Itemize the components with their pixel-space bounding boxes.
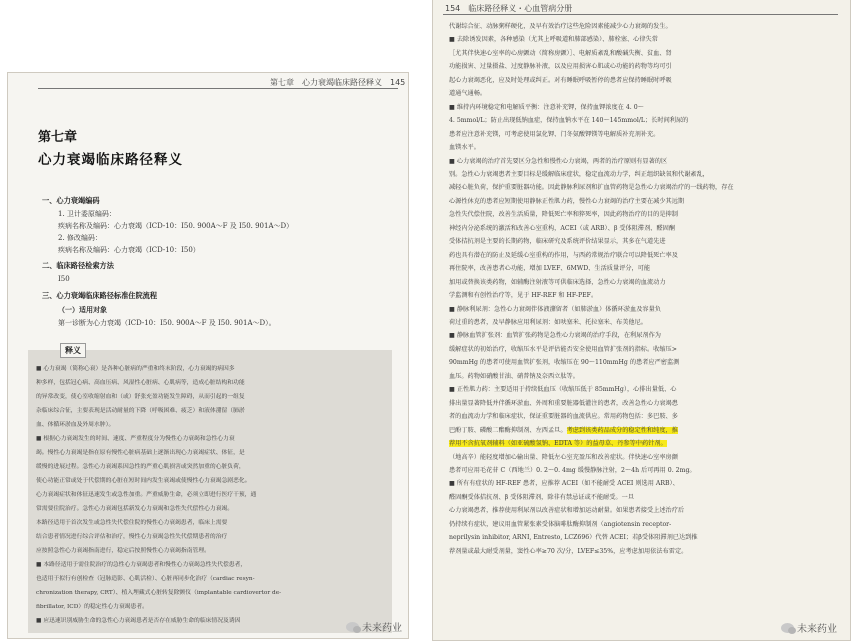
text-line: fibrillator, ICD）的稳定性心力衰竭患者。 — [36, 604, 148, 610]
text-line: 荐剂量或最大耐受剂量，窦性心率≥70 次/分，LVEF≤35%，应考虑加用依法布雷定。 — [449, 547, 688, 555]
text-line: ■ 应迅速识别威胁生命的急性心力衰竭患者是否存在威胁生命的临床情况及诱因 — [36, 618, 241, 624]
text-line: ■ 心力衰竭（简称心衰）是各种心脏病的严重和终末阶段，心力衰竭的病因多 — [36, 366, 235, 372]
section-heading: 三、心力衰竭临床路径标准住院流程 — [42, 291, 158, 300]
text-line: 竭。慢性心力衰竭是指在原有慢性心脏病基础上逐渐出现心力衰竭症状、体征，是 — [36, 450, 245, 456]
text-line: 者的血流动力学和临床症状，保证重要脏器的血流供应。常用药物包括：多巴胺、多 — [449, 413, 678, 421]
watermark-text: 未来药业 — [797, 624, 837, 635]
text-line: 应按照急性心力衰竭指南进行，稳定后按照慢性心力衰竭指南管理。 — [36, 548, 210, 554]
subsection-heading: （一）适用对象 — [58, 305, 107, 314]
text-line: 荷过重的患者，及早静脉应用利尿剂：如呋塞米、托拉塞米、布美他尼。 — [449, 318, 647, 326]
page-header: 第七章 心力衰竭临床路径释义 145 — [270, 78, 406, 87]
text-line: ■ 本路径适用于需住院治疗的急性心力衰竭患者和慢性心力衰竭急性失代偿患者， — [36, 562, 247, 568]
explanation-tag: 释义 — [60, 343, 86, 358]
text-line: 功能损害、过量摄盐、过度静脉补液，以及应用损害心肌或心功能的药物等均可引 — [449, 63, 672, 71]
text-line: I50 — [58, 275, 70, 283]
text-line: ■ 根据心力衰竭发生的时间、速度、严重程度分为慢性心力衰竭和急性心力衰 — [36, 436, 235, 442]
body-text — [449, 20, 841, 558]
text-line: 使心功能正常或处于代偿期的心脏在短时间内发生衰竭或使慢性心力衰竭急剧恶化。 — [36, 478, 251, 484]
text-line: ■ 静脉血管扩张剂：血管扩张药物是急性心力衰竭的治疗手段，在利尿剂作为 — [449, 332, 661, 340]
text-line: 也适用于拟行有创检查（冠脉造影、心肌活检）、心脏再同步化治疗（cardiac resyn- — [36, 576, 255, 582]
text-line-highlighted — [449, 424, 841, 437]
watermark — [781, 620, 837, 635]
text-line: 心力衰竭患者，推荐使用利尿剂以改善症状和增加运动耐量。如果患者接受上述治疗后 — [449, 507, 685, 515]
right-book-page — [433, 0, 850, 640]
page-header: 154 临床路径释义・心血管病分册 — [445, 4, 573, 13]
text-line: ■ 所有有症状的 HF-REF 患者，应推荐 ACEI（如不能耐受 ACEI 则选用 ARB）、 — [449, 480, 679, 488]
text-line: 结合患者情况进行综合评估和治疗，慢性心力衰竭急性失代偿期患者的治疗 — [36, 534, 228, 540]
text-line: 本路径适用于首次发生或急性失代偿住院的慢性心力衰竭患者，临床上需要 — [36, 520, 228, 526]
text-line: 代谢综合征、动脉粥样硬化，及早有效治疗这些危险因素能减少心力衰竭的发生。 — [449, 23, 672, 30]
text-line: 起心力衰竭恶化，应及时处理或纠正。对有睡眠呼吸暂停的患者应保持睡眠时呼吸 — [449, 76, 672, 84]
text-line: ■ 心力衰竭的治疗首先要区分急性和慢性心力衰竭，两者的治疗原则有显著的区 — [449, 157, 668, 165]
text-line: 1. 卫计委原编码： — [58, 210, 116, 218]
chapter-label: 第七章 — [38, 130, 78, 145]
text-line: 神经内分泌系统的激活和改善心室重构，ACEI（或 ARB）、β 受体阻滞剂、醛固酮 — [449, 224, 676, 232]
text-line: 加用或替换该类药物，如辅酶注射液等可供临床选择，急性心力衰竭的血流动力 — [449, 278, 666, 286]
text-line: 第一诊断为心力衰竭（ICD-10：I50. 900A～F 及 I50. 901A～D）。 — [58, 319, 276, 327]
highlighted-text: 荐用不含抗氧剂辅料（如亚硫酸氢钠、EDTA 等）的益母草、丹参等中药针剂。 — [449, 440, 667, 448]
text-line: 再住院率，改善患者心功能，增加 LVEF、6MWD、生活质量评分，可能 — [449, 265, 651, 273]
highlighted-text: 考虑到该类药品成分的稳定性和纯度，推 — [566, 426, 678, 434]
watermark-text: 未来药业 — [362, 623, 402, 634]
text-line: ■ 去除诱发因素，各种感染（尤其上呼吸道和肺部感染）、肺栓塞、心律失常 — [449, 36, 658, 44]
explanation-text — [36, 362, 388, 628]
text-line: 杂临床综合征，主要表现是活动耐量的下降（呼吸困难、疲乏）和液体潴留（肺淤 — [36, 408, 245, 414]
text-line: ■ 静脉利尿剂：急性心力衰竭伴体液潴留者（如肺淤血）体循环淤血及容量负 — [449, 305, 661, 313]
wechat-icon — [781, 623, 794, 633]
text-line: 心力衰竭症状和体征迅速发生或急性加重。严重威胁生命，必须立即进行医疗干预，通 — [36, 492, 257, 498]
text-line: 仍持续有症状，建议用血管紧张素受体脑啡肽酶抑制剂（angiotensin receptor- — [449, 520, 672, 528]
text-line: 4. 5mmol/L；防止出现低钠血症，保持血钠水平在 140～145mmol/L；长时间利尿的 — [449, 117, 689, 125]
text-line: 药也具有潜在的防止及延缓心室重构的作用，与西药常规治疗联合可以降低死亡率及 — [449, 251, 678, 259]
text-line: 的异常改变，使心室收缩射血和（或）舒张充盈功能发生障碍，从而引起的一组复 — [36, 394, 245, 400]
text-line: neprilysin inhibitor, ARNI, Entresto, LCZ696）代替 ACEI；若β受体阻滞剂已达到推 — [449, 534, 698, 542]
text-line: chronization therapy, CRT）、植入埋藏式心脏转复除颤仪（implantable cardiovertor de- — [36, 590, 282, 596]
text-line: 缓慢的进展过程。急性心力衰竭系因急性的严重心肌损害或突然加重的心脏负荷， — [36, 464, 245, 470]
text-line: 醛固酮受体拮抗剂、β 受体阻滞剂，除非有禁忌证或不能耐受。一旦 — [449, 493, 634, 501]
text-line: 血压。药物如硝酸甘油、硝普钠及奈西立肽等。 — [449, 372, 579, 380]
text-line: 心源性休克的患者应短期使用静脉正性肌力药，慢性心力衰竭的治疗主要在减少其远期 — [449, 197, 685, 205]
text-line: 学监测和有创性治疗等，见于 HF-REF 和 HF-PEF。 — [449, 292, 598, 300]
text-segment: 巴酚丁胺、磷酸二酯酶抑制剂、左西孟旦。 — [449, 426, 567, 434]
header-rule — [443, 14, 838, 15]
text-line: 常需要住院治疗。急性心力衰竭包括新发心力衰竭和急性失代偿性心力衰竭。 — [36, 506, 234, 512]
text-line: 缓解症状的初始治疗，收缩压水平是评估能否安全使用血管扩张剂的指标。收缩压> — [449, 345, 677, 353]
text-line: 血、体循环淤血及外周水肿）。 — [36, 422, 115, 428]
text-line: 道通气通畅。 — [449, 90, 487, 98]
text-line: ■ 正性肌力药：主要适用于持续低血压（收缩压低于 85mmHg），心排出量低、心 — [449, 386, 677, 394]
text-line: 种多样，包括冠心病、高血压病、风湿性心脏病、心肌病等，造成心脏结构和功能 — [36, 380, 245, 386]
text-line: 减轻心脏负荷，保护重要脏器功能。因此静脉利尿剂和扩血管药物是急性心力衰竭治疗的一线药物，存在 — [449, 184, 734, 192]
text-line: 疾病名称及编码：心力衰竭（ICD-10：I50. 900A～F 及 I50. 901A～D） — [58, 222, 294, 230]
left-book-page — [8, 73, 408, 638]
text-line: 受体拮抗剂是主要的长期药物，临床研究及系统评价结果显示，其多在气道先进 — [449, 238, 666, 246]
wechat-icon — [346, 622, 359, 632]
text-line: （地高辛）能轻度增加心输出量、降低左心室充盈压和改善症状。伴快速心室率房颤 — [449, 453, 678, 461]
text-line: 2. 修改编码： — [58, 234, 102, 242]
text-line: 90mmHg 的患者可使用血管扩张剂，收缩压在 90～110mmHg 的患者应严密监测 — [449, 359, 680, 367]
text-line-highlighted — [449, 437, 841, 450]
chapter-title: 心力衰竭临床路径释义 — [38, 152, 183, 168]
text-line: ［尤其伴快速心室率的心房颤动（简称房颤）］、电解质紊乱和酸碱失衡、贫血、肾 — [449, 49, 672, 57]
text-line: ■ 维持内环境稳定和电解质平衡：注意补充钾，保持血钾浓度在 4. 0～ — [449, 103, 644, 111]
text-line: 排出量显著降低并伴循环淤血、外周和重要脏器低灌注的患者，改善急性心力衰竭患 — [449, 399, 678, 407]
text-line: 急性失代偿住院，改善生活质量，降低死亡率和猝死率，因此药物治疗的目的是抑制 — [449, 211, 678, 219]
watermark — [346, 619, 402, 634]
text-line: 别。急性心力衰竭患者主要目标是缓解临床症状，稳定血流动力学，纠正组织缺氧和代谢紊乱， — [449, 170, 709, 178]
section-heading: 二、临床路径检索方法 — [42, 261, 114, 270]
text-line: 血镁水平。 — [449, 144, 480, 152]
text-line: 患者可应用毛花苷 C（西地兰）0. 2～0. 4mg 缓慢静脉注射，2～4h 后可再用 0. 2mg。 — [449, 466, 696, 474]
section-heading: 一、心力衰竭编码 — [42, 196, 100, 205]
text-line: 患者应注意补充镁，可考虑使用氯化钾、门冬氨酸钾镁等电解质补充剂补充。 — [449, 130, 660, 138]
text-line: 疾病名称及编码：心力衰竭（ICD-10：I50） — [58, 246, 200, 254]
header-rule — [38, 88, 398, 89]
